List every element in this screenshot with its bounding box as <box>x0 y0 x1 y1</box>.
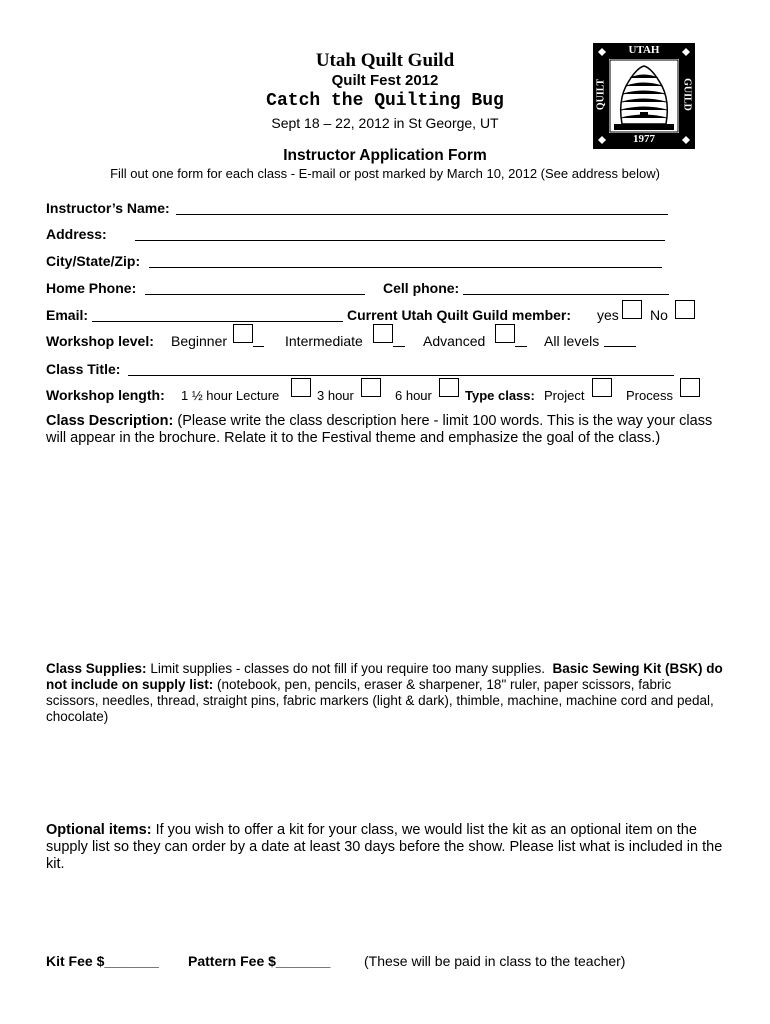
cell-phone-label: Cell phone: <box>383 280 460 296</box>
length-6-checkbox[interactable] <box>439 378 459 397</box>
fees-note: (These will be paid in class to the teacher) <box>364 953 626 969</box>
optional-items-area[interactable] <box>46 880 736 940</box>
home-phone-field[interactable] <box>145 294 365 295</box>
home-phone-label: Home Phone: <box>46 280 137 296</box>
optional-items-text: If you wish to offer a kit for your class, we would list the kit as an optional item on the supply list so they can order by a date at least 30 days before the show. Please list what is included in the kit. <box>46 822 723 872</box>
form-instructions: Fill out one form for each class - E-mail or post marked by March 10, 2012 (See address below) <box>110 166 660 181</box>
city-state-zip-label: City/State/Zip: <box>46 253 141 269</box>
length-6-label: 6 hour <box>395 388 432 403</box>
member-no-label: No <box>650 307 668 323</box>
type-process-label: Process <box>626 388 673 403</box>
workshop-level-label: Workshop level: <box>46 333 154 349</box>
level-beginner-label: Beginner <box>171 333 228 349</box>
logo-top-text: UTAH <box>628 44 660 56</box>
workshop-length-label: Workshop length: <box>46 387 165 403</box>
member-yes-checkbox[interactable] <box>622 300 642 319</box>
event-dates: Sept 18 – 22, 2012 in St George, UT <box>271 115 499 131</box>
class-description-area[interactable] <box>46 460 736 650</box>
guild-logo <box>592 42 696 150</box>
level-all-label: All levels <box>544 333 600 349</box>
length-3-label: 3 hour <box>317 388 354 403</box>
member-label: Current Utah Quilt Guild member: <box>347 307 572 323</box>
address-field[interactable] <box>135 240 665 241</box>
class-description <box>46 413 736 447</box>
logo-right-text: GUILD <box>681 78 693 111</box>
level-all-field[interactable] <box>604 346 636 347</box>
length-1-5-checkbox[interactable] <box>291 378 311 397</box>
class-description-label: Class Description: <box>46 413 174 429</box>
logo-left-text: QUILT <box>595 78 607 111</box>
instructor-name-label: Instructor’s Name: <box>46 200 170 216</box>
city-state-zip-field[interactable] <box>149 267 662 268</box>
bsk-list: (notebook, pen, pencils, eraser & sharpener, 18" ruler, paper scissors, fabric scissors, needles, thread, straight pins, fabric markers (light & dark), thimble, machine, machine cord and pedal, chocolate) <box>46 677 714 724</box>
pattern-fee-field[interactable]: Pattern Fee $_______ <box>188 953 331 969</box>
theme-title: Catch the Quilting Bug <box>266 91 504 111</box>
org-title: Utah Quilt Guild <box>315 50 455 71</box>
member-no-checkbox[interactable] <box>675 300 695 319</box>
class-title-field[interactable] <box>128 375 674 376</box>
form-title: Instructor Application Form <box>283 147 487 164</box>
length-1-5-label: 1 ½ hour Lecture <box>181 388 280 403</box>
class-supplies-label: Class Supplies: <box>46 661 147 676</box>
bsk-note: Basic Sewing Kit (BSK) do not include on supply list: <box>46 661 723 692</box>
type-project-checkbox[interactable] <box>592 378 612 397</box>
level-advanced-checkbox[interactable] <box>495 324 515 343</box>
level-advanced-label: Advanced <box>423 333 486 349</box>
event-title: Quilt Fest 2012 <box>331 72 439 89</box>
class-supplies-area[interactable] <box>46 735 736 815</box>
instructor-name-field[interactable] <box>176 214 668 215</box>
email-label: Email: <box>46 307 89 323</box>
class-description-text: (Please write the class description here - limit 100 words. This is the way your class will appear in the brochure. Relate it to the Festival theme and emphasize the goal of the class.) <box>46 413 713 446</box>
class-title-label: Class Title: <box>46 361 121 377</box>
email-field[interactable] <box>92 321 343 322</box>
optional-items-label: Optional items: <box>46 822 152 838</box>
level-intermediate-label: Intermediate <box>285 333 363 349</box>
optional-items <box>46 822 736 873</box>
length-3-checkbox[interactable] <box>361 378 381 397</box>
logo-bottom-text: 1977 <box>633 133 655 145</box>
address-label: Address: <box>46 226 107 242</box>
class-supplies-text: Limit supplies - classes do not fill if you require too many supplies. <box>150 661 545 676</box>
level-intermediate-checkbox[interactable] <box>373 324 393 343</box>
kit-fee-field[interactable]: Kit Fee $_______ <box>46 953 159 969</box>
level-beginner-checkbox[interactable] <box>233 324 253 343</box>
type-class-label: Type class: <box>465 388 535 403</box>
type-process-checkbox[interactable] <box>680 378 700 397</box>
type-project-label: Project <box>544 388 585 403</box>
class-supplies <box>46 661 726 725</box>
cell-phone-field[interactable] <box>463 294 669 295</box>
member-yes-label: yes <box>597 307 619 323</box>
